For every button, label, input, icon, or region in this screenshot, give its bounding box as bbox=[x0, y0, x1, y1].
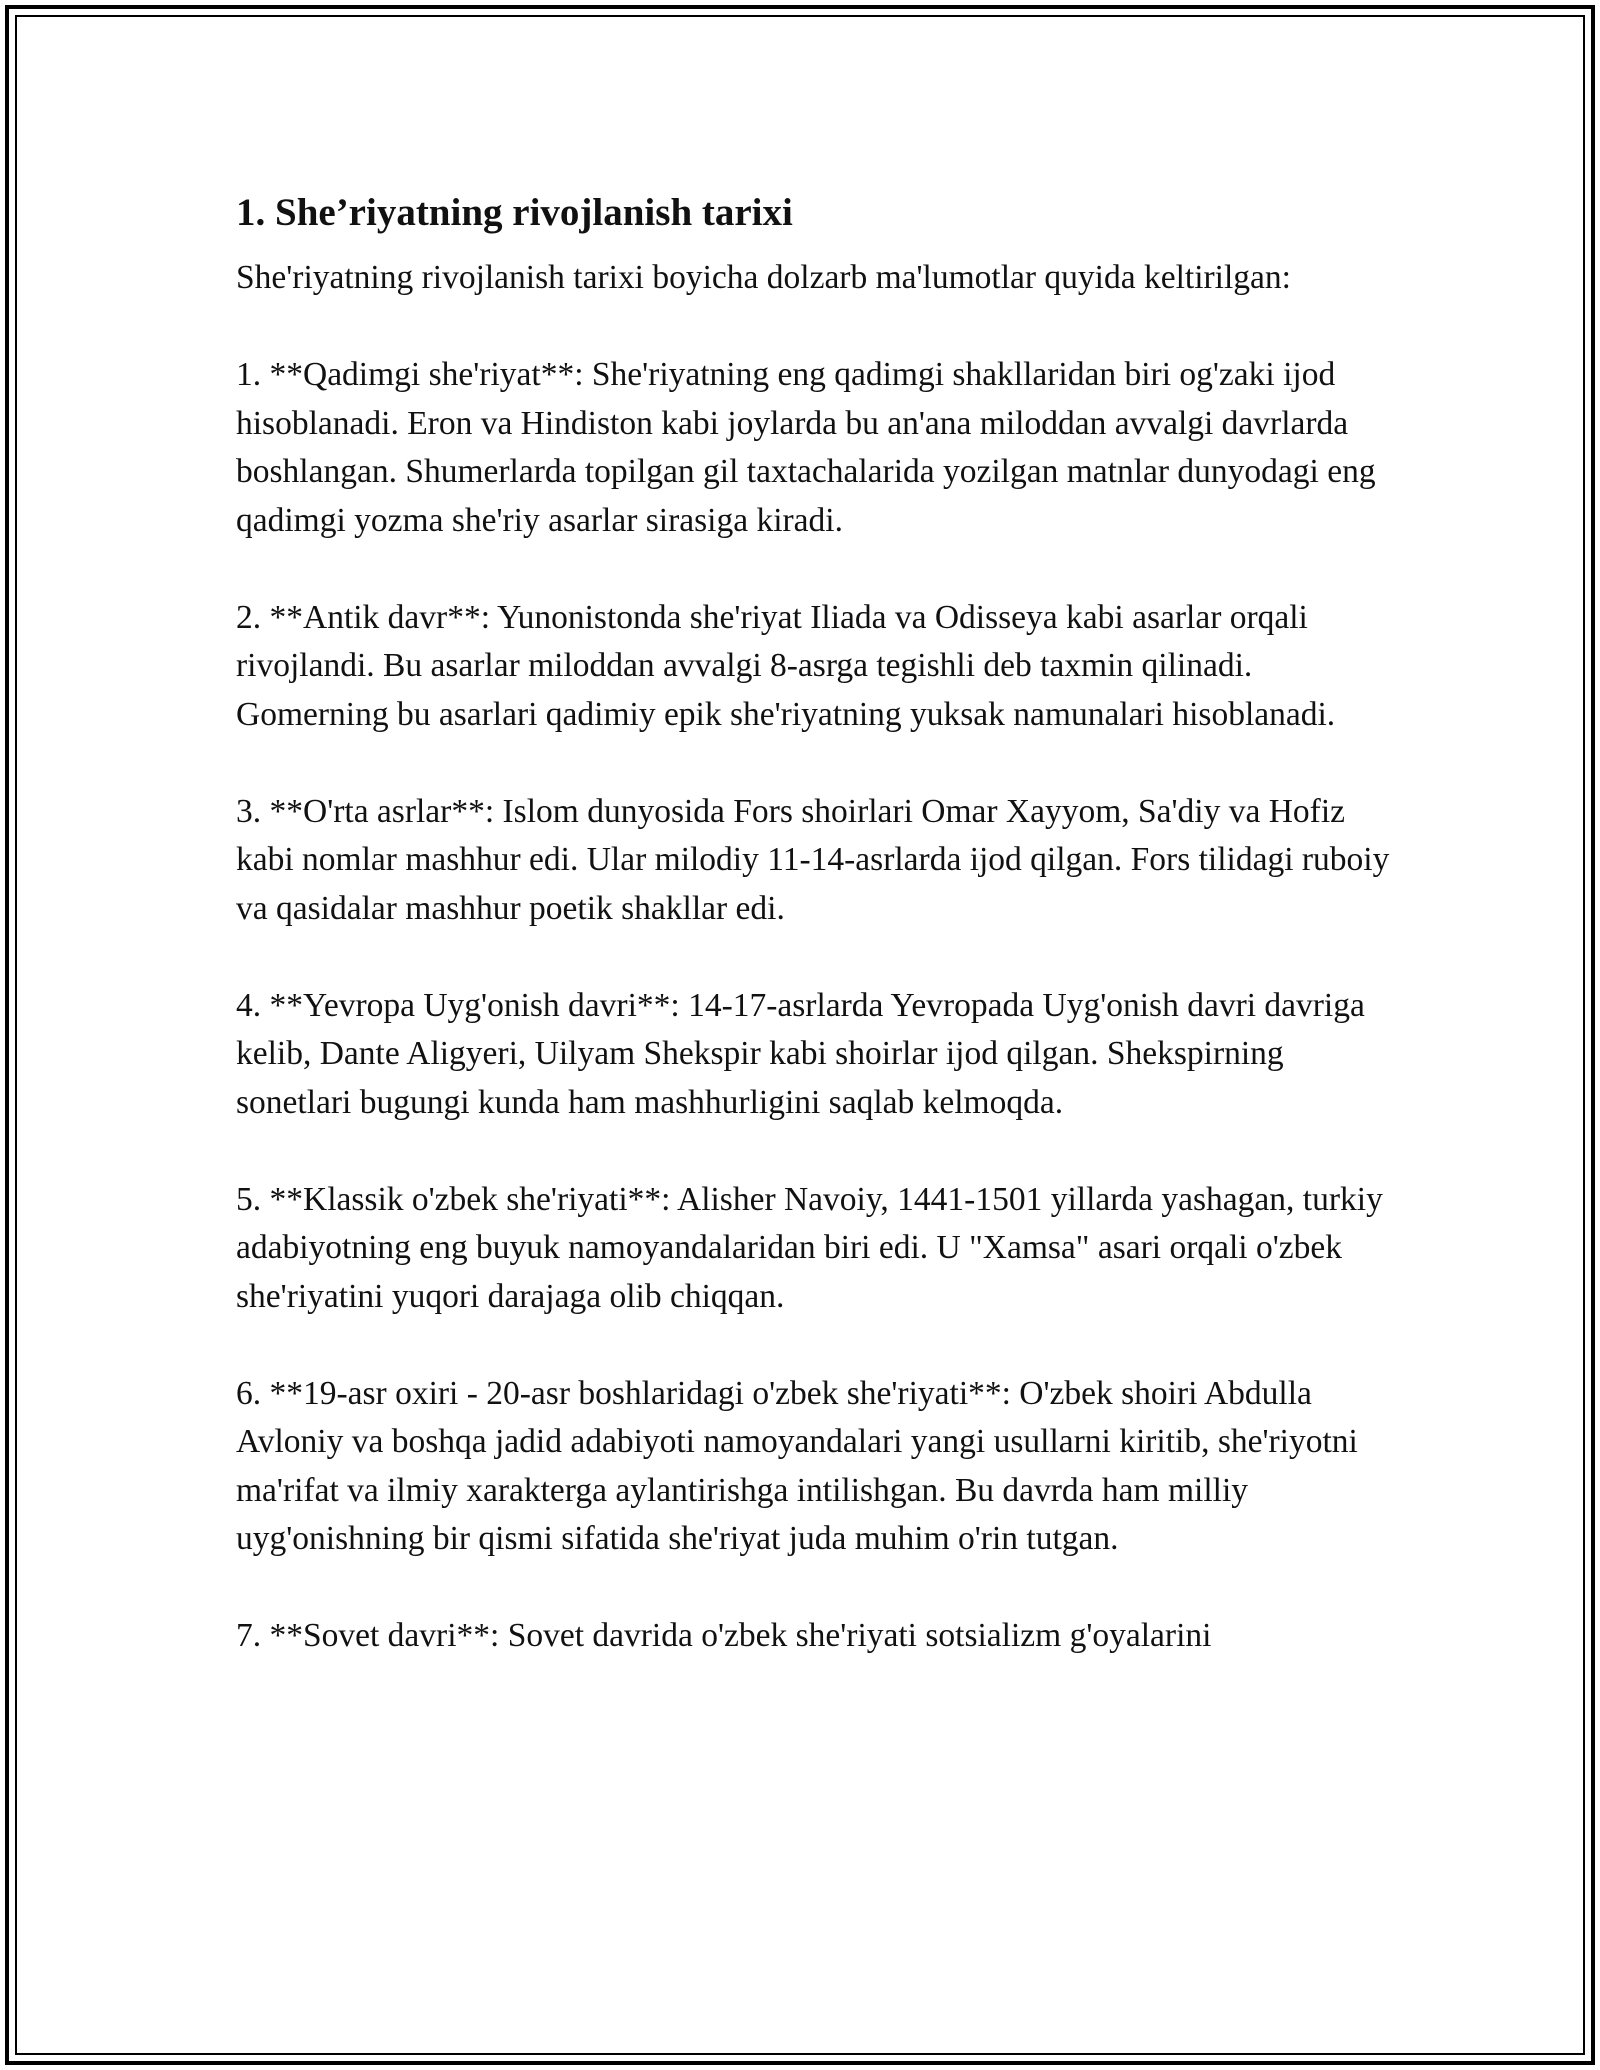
list-item: 1. **Qadimgi she'riyat**: She'riyatning eng qadimgi shakllaridan biri og'zaki ijod hisoblanadi. Eron va Hindiston kabi joylarda bu an'ana miloddan avvalgi davrlarda boshlangan. Shumerlarda topilgan gil taxtachalarida yozilgan matnlar dunyodagi eng qadimgi yozma she'riy asarlar sirasiga kiradi. bbox=[236, 356, 1376, 539]
section-heading: 1. She’riyatning rivojlanish tarixi bbox=[236, 191, 793, 234]
list-item: 6. **19-asr oxiri - 20-asr boshlaridagi o'zbek she'riyati**: O'zbek shoiri Abdulla Avloniy va boshqa jadid adabiyoti namoyandalari yangi usullarni kiritib, she'riyotni ma'rifat va ilmiy xarakterga aylantirishga intilishgan. Bu davrda ham milliy uyg'onishning bir qismi sifatida she'riyat juda muhim o'rin tutgan. bbox=[236, 1374, 1358, 1557]
list-item: 4. **Yevropa Uyg'onish davri**: 14-17-asrlarda Yevropada Uyg'onish davri davriga kelib, Dante Aligyeri, Uilyam Shekspir kabi shoirlar ijod qilgan. Shekspirning sonetlari bugungi kunda ham mashhurligini saqlab kelmoqda. bbox=[236, 986, 1365, 1121]
list-item: 7. **Sovet davri**: Sovet davrida o'zbek she'riyati sotsializm g'oyalarini bbox=[236, 1617, 1212, 1654]
intro-paragraph: She'riyatning rivojlanish tarixi boyicha dolzarb ma'lumotlar quyida keltirilgan: bbox=[236, 259, 1291, 296]
list-item: 2. **Antik davr**: Yunonistonda she'riyat Iliada va Odisseya kabi asarlar orqali rivojlandi. Bu asarlar miloddan avvalgi 8-asrga tegishli deb taxmin qilinadi. Gomerning bu asarlari qadimiy epik she'riyatning yuksak namunalari hisoblanadi. bbox=[236, 598, 1336, 733]
list-item: 5. **Klassik o'zbek she'riyati**: Alisher Navoiy, 1441-1501 yillarda yashagan, turkiy adabiyotning eng buyuk namoyandalaridan biri edi. U "Xamsa" asari orqali o'zbek she'riyatini yuqori darajaga olib chiqqan. bbox=[236, 1180, 1383, 1315]
document-body bbox=[236, 186, 1396, 1661]
list-item: 3. **O'rta asrlar**: Islom dunyosida Fors shoirlari Omar Xayyom, Sa'diy va Hofiz kabi nomlar mashhur edi. Ular milodiy 11-14-asrlarda ijod qilgan. Fors tilidagi ruboiy va qasidalar mashhur poetik shakllar edi. bbox=[236, 792, 1390, 927]
